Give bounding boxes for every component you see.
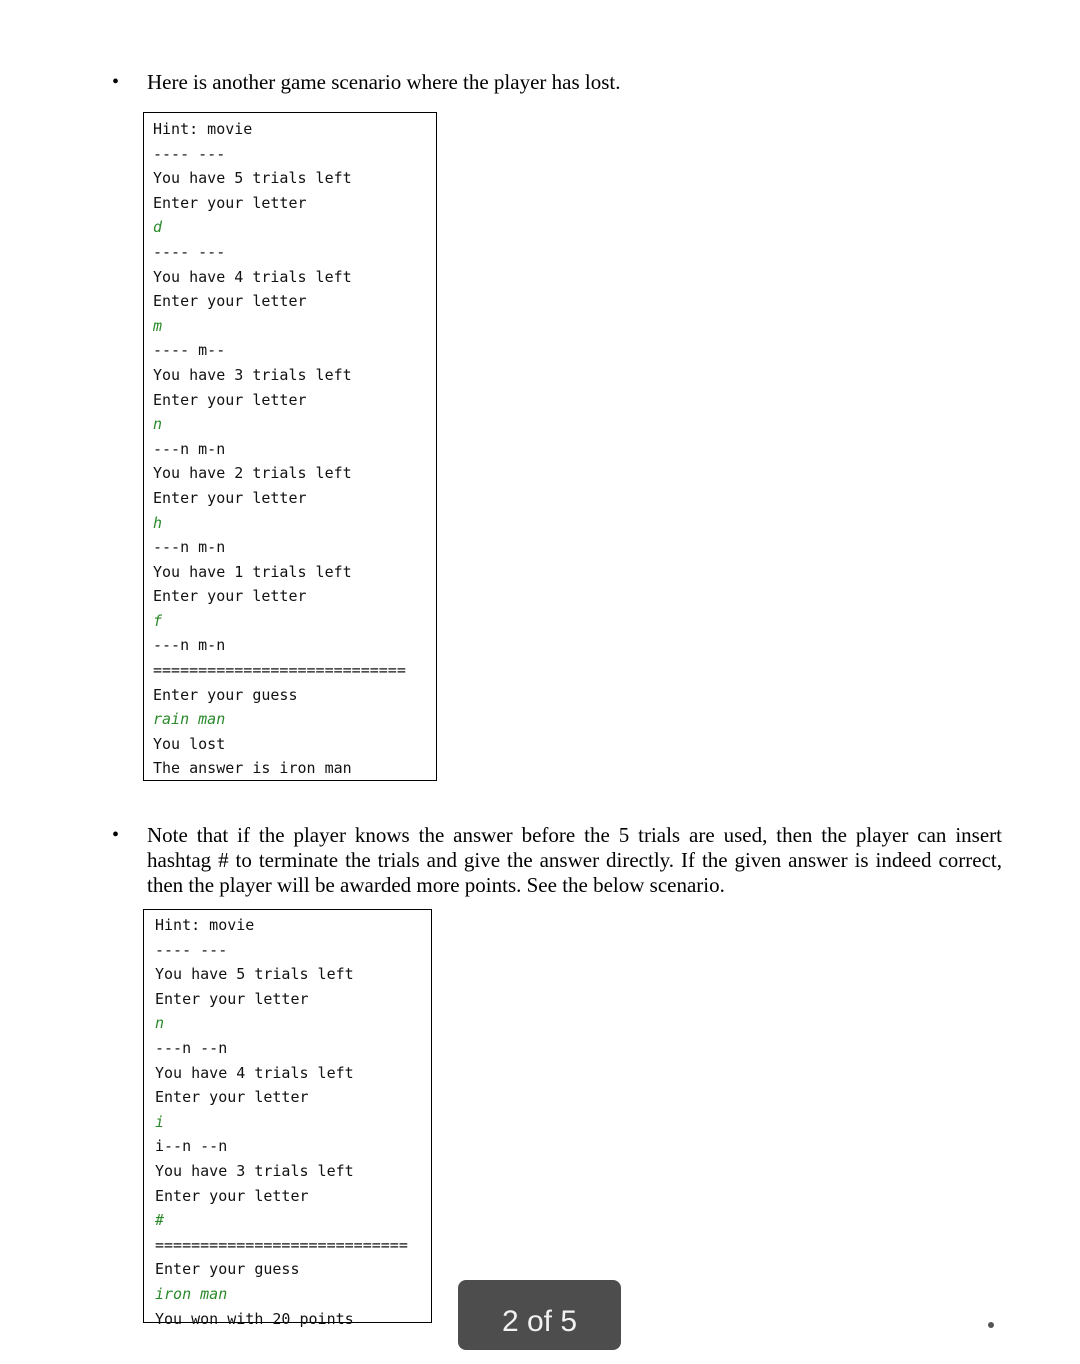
console-output-line: You have 2 trials left <box>153 464 352 483</box>
bullet-dot: • <box>112 824 120 846</box>
console-output-line: Enter your guess <box>153 685 298 704</box>
console-output-line: Enter your letter <box>155 989 309 1008</box>
console-output-line: ---- --- <box>153 242 226 261</box>
console-input-line: f <box>153 611 163 630</box>
console-output-line: Enter your letter <box>153 390 307 409</box>
console-output-line: Enter your letter <box>153 488 307 507</box>
corner-mark <box>988 1322 994 1328</box>
console-output-line: i--n --n <box>155 1137 228 1156</box>
console-output-lost <box>143 112 437 781</box>
bullet-dot: • <box>112 71 120 93</box>
console-output-line: You have 3 trials left <box>153 365 352 384</box>
console-output-won <box>143 909 432 1328</box>
console-output-line: You have 5 trials left <box>153 169 352 188</box>
console-input-line: rain man <box>153 710 226 729</box>
console-output-line: Enter your letter <box>155 1186 309 1205</box>
console-output-line: Hint: movie <box>155 916 255 934</box>
console-output-line: ---n m-n <box>153 636 226 655</box>
console-output-line: ---- --- <box>153 144 226 163</box>
console-output-line: ---n m-n <box>153 439 226 458</box>
console-output-line: Enter your letter <box>153 587 307 606</box>
console-output-line: You have 1 trials left <box>153 562 352 581</box>
console-input-line: n <box>153 415 163 434</box>
console-input-line: i <box>155 1112 165 1131</box>
console-input-line: m <box>153 316 163 335</box>
console-output-line: Enter your letter <box>153 193 307 212</box>
console-input-line: d <box>153 218 163 237</box>
console-output-line: Hint: movie <box>153 120 253 138</box>
console-output-line: You lost <box>153 734 226 753</box>
console-input-line: # <box>155 1211 165 1230</box>
console-output-line: ---n m-n <box>153 538 226 557</box>
console-input-line: h <box>153 513 163 532</box>
console-output-line: You have 5 trials left <box>155 965 354 984</box>
bullet-item-lost-scenario <box>112 70 1002 95</box>
console-output-line: ---n --n <box>155 1038 228 1057</box>
console-output-line: ============================ <box>153 661 406 680</box>
page-indicator: 2 of 5 <box>458 1280 621 1350</box>
console-output-line: ---- --- <box>155 940 228 959</box>
console-input-line: iron man <box>155 1284 228 1303</box>
console-output-line: Enter your letter <box>153 292 307 311</box>
console-output-line: The answer is iron man <box>153 759 352 778</box>
console-output-line: You have 3 trials left <box>155 1161 354 1180</box>
console-output-line: You have 4 trials left <box>153 267 352 286</box>
console-output-line: Enter your letter <box>155 1088 309 1107</box>
bullet-item-hashtag-note <box>112 823 1002 898</box>
console-output-line: Enter your guess <box>155 1260 300 1279</box>
console-input-line: n <box>155 1014 165 1033</box>
bullet-text: Here is another game scenario where the player has lost. <box>147 70 621 94</box>
bullet-text: Note that if the player knows the answer before the 5 trials are used, then the player can insert hashtag # to terminate the trials and give the answer directly. If the given answer is indeed correct, then the player will be awarded more points. See the below scenario. <box>147 823 1002 897</box>
console-output-line: You won with 20 points <box>155 1309 354 1328</box>
console-output-line: You have 4 trials left <box>155 1063 354 1082</box>
console-output-line: ---- m-- <box>153 341 226 360</box>
console-output-line: ============================ <box>155 1235 408 1254</box>
